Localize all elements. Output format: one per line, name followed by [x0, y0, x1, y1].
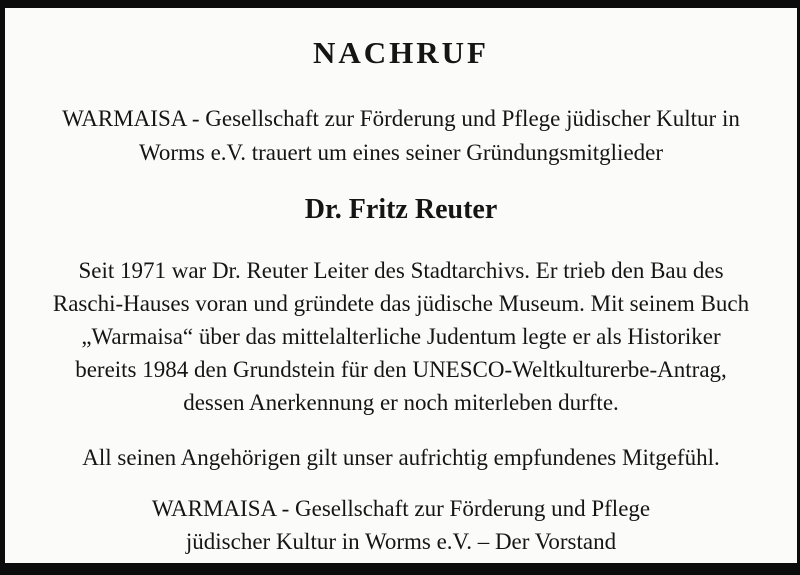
signature-line: jüdischer Kultur in Worms e.V. – Der Vorstand	[185, 529, 617, 554]
obituary-notice	[5, 8, 797, 563]
body-line: dessen Anerkennung er noch miterleben durfte.	[183, 390, 619, 415]
body-line: „Warmaisa“ über das mittelalterliche Judentum legte er als Historiker	[81, 324, 721, 349]
deceased-name: Dr. Fritz Reuter	[304, 194, 498, 225]
notice-intro	[5, 102, 797, 170]
notice-signature	[5, 492, 797, 558]
condolence-line: All seinen Angehörigen gilt unser aufrichtig empfundenes Mitgefühl.	[82, 445, 720, 470]
signature-line: WARMAISA - Gesellschaft zur Förderung und Pflege	[151, 496, 651, 521]
body-line: Seit 1971 war Dr. Reuter Leiter des Stadtarchivs. Er trieb den Bau des	[78, 258, 724, 283]
notice-body	[5, 254, 797, 419]
notice-title: NACHRUF	[313, 35, 489, 70]
body-line: bereits 1984 den Grundstein für den UNESCO-Weltkulturerbe-Antrag,	[75, 357, 727, 382]
body-line: Raschi-Hauses voran und gründete das jüdische Museum. Mit seinem Buch	[52, 291, 750, 316]
intro-line: WARMAISA - Gesellschaft zur Förderung und Pflege jüdischer Kultur in	[62, 106, 740, 131]
intro-line: Worms e.V. trauert um eines seiner Gründungsmitglieder	[138, 140, 664, 165]
